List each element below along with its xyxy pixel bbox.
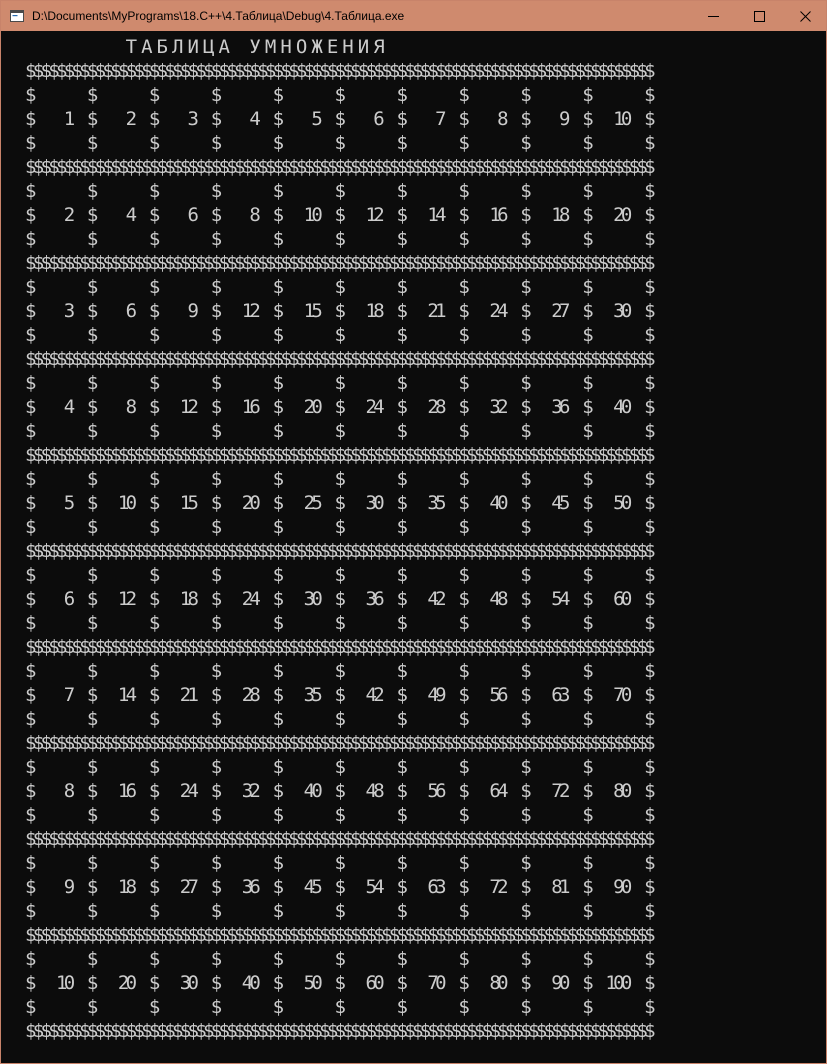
minimize-icon <box>708 11 719 22</box>
title-bar[interactable] <box>1 1 826 31</box>
maximize-button[interactable] <box>736 1 782 31</box>
minimize-button[interactable] <box>690 1 736 31</box>
table-heading: Т А Б Л И Ц А У М Н О Ж Е Н И Я <box>25 36 381 58</box>
maximize-icon <box>754 11 765 22</box>
multiplication-table: $$$$$$$$$$$$$$$$$$$$$$$$$$$$$$$$$$$$$$$$$$$$$$$$$$$$$$$$$$$$$$$$$$$$$$$$$$$$$$$$$ $ $ $ $ $ $ $ $ $ $ $ $ 1 $ 2 $ 3 $ 4 $ 5 $ 6 $ 7 $ 8 $ 9 $ 10 $ $ $ $ $ $ $ $ $ $ $ $ $$$$$$$$$$$$$$$$$$$$$$$$$$$$$$$$$$$$$$$$$$$$$$$$$$$$$$$$$$$$$$$$$$$$$$$$$$$$$$$$$ $ $ $ $ $ $ $ $ $ $ $ $ 2 $ 4 $ 6 $ 8 $ 10 $ 12 $ 14 $ 16 $ 18 $ 20 $ $ $ $ $ $ $ $ $ $ $ $ $$$$$$$$$$$$$$$$$$$$$$$$$$$$$$$$$$$$$$$$$$$$$$$$$$$$$$$$$$$$$$$$$$$$$$$$$$$$$$$$$ $ $ $ $ $ $ $ $ $ $ $ $ 3 $ 6 $ 9 $ 12 $ 15 $ 18 $ 21 $ 24 $ 27 $ 30 $ $ $ $ $ $ $ $ $ $ $ $ $$$$$$$$$$$$$$$$$$$$$$$$$$$$$$$$$$$$$$$$$$$$$$$$$$$$$$$$$$$$$$$$$$$$$$$$$$$$$$$$$ $ $ $ $ $ $ $ $ $ $ $ $ 4 $ 8 $ 12 $ 16 $ 20 $ 24 $ 28 $ 32 $ 36 $ 40 $ $ $ $ $ $ $ $ $ $ $ $ $$$$$$$$$$$$$$$$$$$$$$$$$$$$$$$$$$$$$$$$$$$$$$$$$$$$$$$$$$$$$$$$$$$$$$$$$$$$$$$$$ $ $ $ $ $ $ $ $ $ $ $ $ 5 $ 10 $ 15 $ 20 $ 25 $ 30 $ 35 $ 40 $ 45 $ 50 $ $ $ $ $ $ $ $ $ $ $ $ $$$$$$$$$$$$$$$$$$$$$$$$$$$$$$$$$$$$$$$$$$$$$$$$$$$$$$$$$$$$$$$$$$$$$$$$$$$$$$$$$ $ $ $ $ $ $ $ $ $ $ $ $ 6 $ 12 $ 18 $ 24 $ 30 $ 36 $ 42 $ 48 $ 54 $ 60 $ $ $ $ $ $ $ $ $ $ $ $ $$$$$$$$$$$$$$$$$$$$$$$$$$$$$$$$$$$$$$$$$$$$$$$$$$$$$$$$$$$$$$$$$$$$$$$$$$$$$$$$$ $ $ $ $ $ $ $ $ $ $ $ $ 7 $ 14 $ 21 $ 28 $ 35 $ 42 $ 49 $ 56 $ 63 $ 70 $ $ $ $ $ $ $ $ $ $ $ $ $$$$$$$$$$$$$$$$$$$$$$$$$$$$$$$$$$$$$$$$$$$$$$$$$$$$$$$$$$$$$$$$$$$$$$$$$$$$$$$$$ $ $ $ $ $ $ $ $ $ $ $ $ 8 $ 16 $ 24 $ 32 $ 40 $ 48 $ 56 $ 64 $ 72 $ 80 $ $ $ $ $ $ $ $ $ $ $ $ $$$$$$$$$$$$$$$$$$$$$$$$$$$$$$$$$$$$$$$$$$$$$$$$$$$$$$$$$$$$$$$$$$$$$$$$$$$$$$$$$ $ $ $ $ $ $ $ $ $ $ $ $ 9 $ 18 $ 27 $ 36 $ 45 $ 54 $ 63 $ 72 $ 81 $ 90 $ $ $ $ $ $ $ $ $ $ $ $ $$$$$$$$$$$$$$$$$$$$$$$$$$$$$$$$$$$$$$$$$$$$$$$$$$$$$$$$$$$$$$$$$$$$$$$$$$$$$$$$$ $ $ $ $ $ $ $ $ $ $ $ $ 10 $ 20 $ 30 $ 40 $ 50 $ 60 $ 70 $ 80 $ 90 $ 100 $ $ $ $ $ $ $ $ $ $ $ $ $$$$$$$$$$$$$$$$$$$$$$$$$$$$$$$$$$$$$$$$$$$$$$$$$$$$$$$$$$$$$$$$$$$$$$$$$$$$$$$$$ <box>25 60 652 1042</box>
console-app-icon <box>10 10 24 22</box>
console-output-area[interactable] <box>1 31 826 1063</box>
console-text <box>25 35 652 1043</box>
close-icon <box>800 11 811 22</box>
close-button[interactable] <box>782 1 827 31</box>
window-title: D:\Documents\MyPrograms\18.C++\4.Таблица\Debug\4.Таблица.exe <box>32 9 405 23</box>
